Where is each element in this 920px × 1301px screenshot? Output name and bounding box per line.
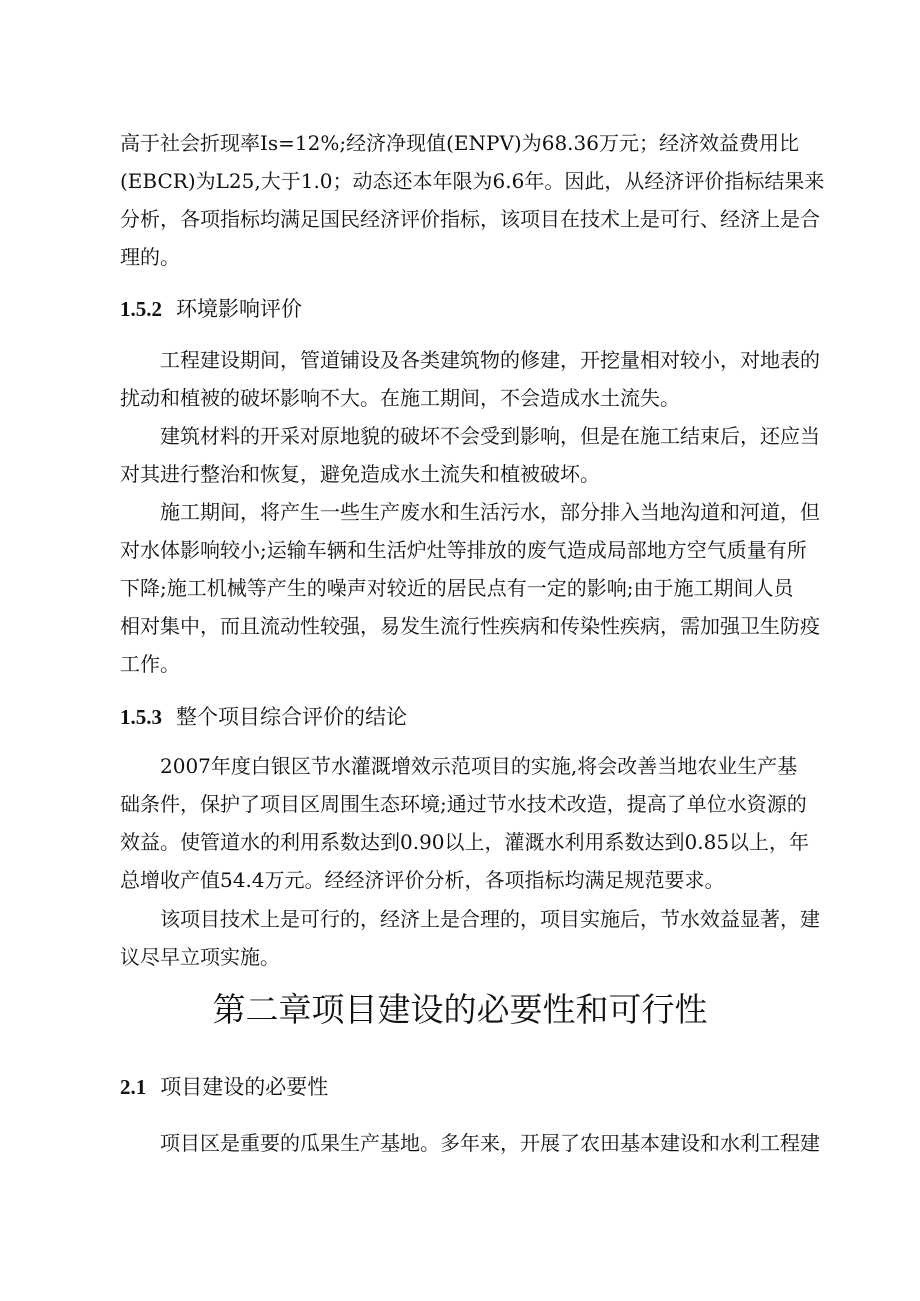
text-line: 2007年度白银区节水灌溉增效示范项目的实施,将会改善当地农业生产基	[120, 754, 798, 778]
text-line: 项目区是重要的瓜果生产基地。多年来，开展了农田基本建设和水利工程建	[120, 1131, 820, 1155]
text-line: 对其进行整治和恢复，避免造成水土流失和植被破坏。	[120, 462, 600, 486]
text-line: 建筑材料的开采对原地貌的破坏不会受到影响，但是在施工结束后，还应当	[120, 424, 820, 448]
section-number: 1.5.3	[120, 705, 162, 729]
section-number: 2.1	[120, 1075, 147, 1099]
paragraph-project-conclusion	[120, 747, 820, 899]
paragraph-construction-impact	[120, 341, 820, 417]
text-line: 施工期间，将产生一些生产废水和生活污水，部分排入当地沟道和河道，但	[120, 500, 820, 524]
section-number: 1.5.2	[120, 297, 162, 321]
paragraph-materials-impact	[120, 417, 820, 493]
text-line: 工作。	[120, 652, 180, 676]
section-title: 项目建设的必要性	[160, 1075, 329, 1099]
text-line: 扰动和植被的破坏影响不大。在施工期间，不会造成水土流失。	[120, 386, 680, 410]
text-line: 效益。使管道水的利用系数达到0.90以上，灌溉水利用系数达到0.85以上，年	[120, 830, 810, 854]
paragraph-pollution-impact	[120, 493, 820, 683]
text-line: 对水体影响较小;运输车辆和生活炉灶等排放的废气造成局部地方空气质量有所	[120, 538, 807, 562]
text-line: 分析，各项指标均满足国民经济评价指标，该项目在技术上是可行、经济上是合	[120, 207, 820, 231]
section-heading-1-5-3	[120, 702, 407, 732]
text-line: (EBCR)为L25,大于1.0；动态还本年限为6.6年。因此，从经济评价指标结果来	[120, 169, 825, 193]
text-line: 工程建设期间，管道铺设及各类建筑物的修建，开挖量相对较小，对地表的	[120, 348, 820, 372]
paragraph-economic-evaluation	[120, 124, 825, 276]
section-heading-1-5-2	[120, 294, 302, 324]
paragraph-project-area	[120, 1124, 820, 1162]
text-line: 相对集中，而且流动性较强，易发生流行性疾病和传染性疾病，需加强卫生防疫	[120, 614, 820, 638]
text-line: 高于社会折现率Is=12%;经济净现值(ENPV)为68.36万元；经济效益费用比	[120, 131, 799, 155]
text-line: 础条件，保护了项目区周围生态环境;通过节水技术改造，提高了单位水资源的	[120, 792, 807, 816]
paragraph-feasibility-summary	[120, 900, 820, 976]
chapter-title: 第二章项目建设的必要性和可行性	[212, 990, 708, 1029]
text-line: 议尽早立项实施。	[120, 945, 280, 969]
text-line: 理的。	[120, 245, 180, 269]
section-title: 环境影响评价	[176, 297, 302, 321]
text-line: 总增收产值54.4万元。经经济评价分析，各项指标均满足规范要求。	[120, 868, 725, 892]
section-heading-2-1	[120, 1072, 328, 1102]
section-title: 整个项目综合评价的结论	[176, 705, 407, 729]
text-line: 下降;施工机械等产生的噪声对较近的居民点有一定的影响;由于施工期间人员	[120, 576, 794, 600]
text-line: 该项目技术上是可行的，经济上是合理的，项目实施后，节水效益显著，建	[120, 907, 820, 931]
